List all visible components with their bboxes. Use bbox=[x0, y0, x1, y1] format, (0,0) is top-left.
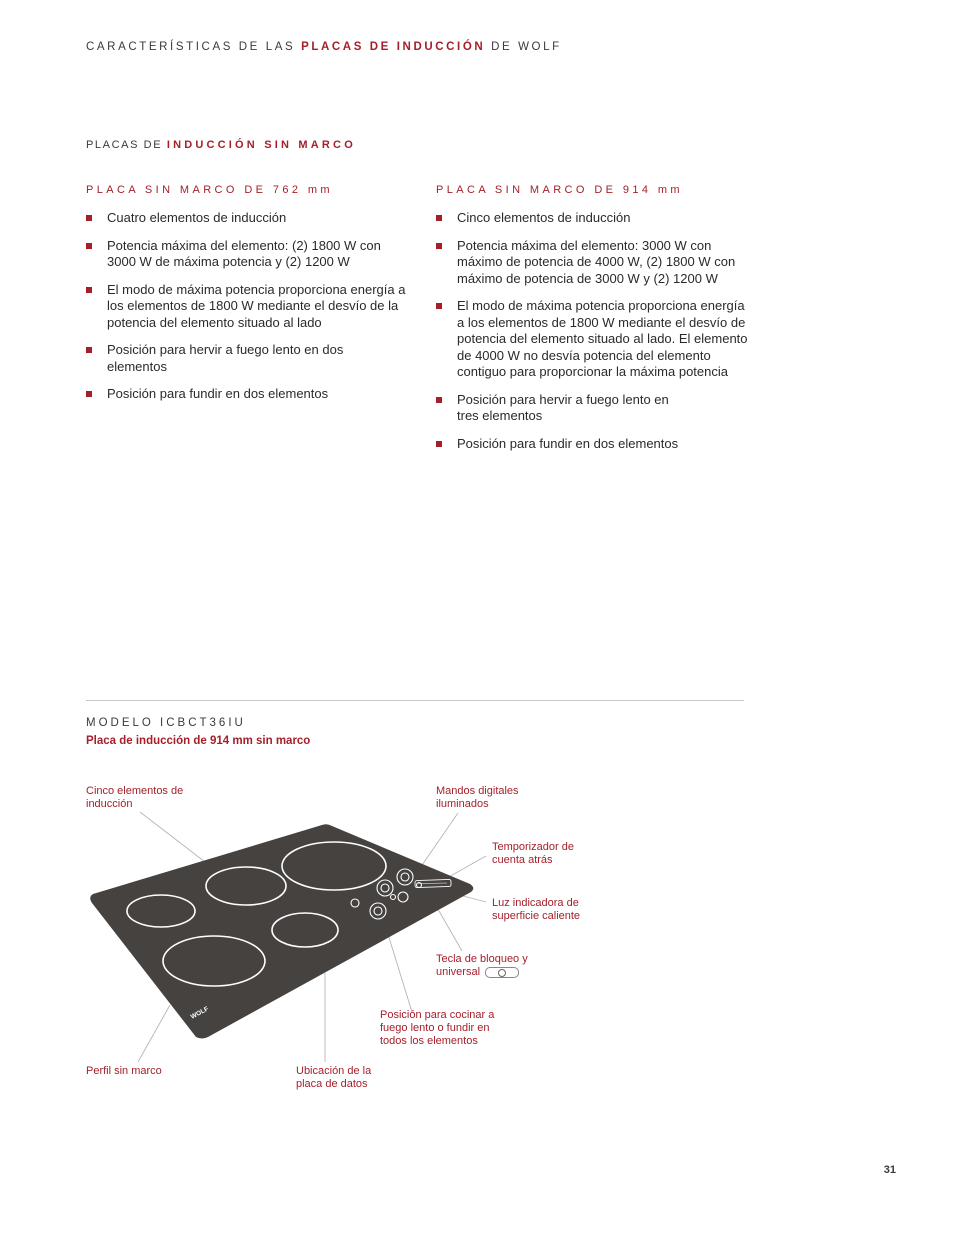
callout-five-elements: Cinco elementos de inducción bbox=[86, 785, 184, 810]
list-item: Posición para hervir a fuego lento en dos elementos bbox=[86, 342, 406, 375]
leader-line-timer bbox=[447, 856, 486, 878]
model-subtitle: Placa de inducción de 914 mm sin marco bbox=[86, 735, 311, 747]
list-item: Posición para fundir en dos elementos bbox=[86, 386, 406, 403]
leader-line-controls bbox=[420, 813, 458, 868]
callout-lock-key: Tecla de bloqueo y universal bbox=[436, 953, 528, 978]
right-column-title: PLACA SIN MARCO DE 914 mm bbox=[436, 184, 683, 196]
list-item: Cinco elementos de inducción bbox=[436, 210, 754, 227]
list-item: Potencia máxima del elemento: 3000 W con máximo de potencia de 4000 W, (2) 1800 W con máximo de potencia de 3000 W y (2) 1200 W bbox=[436, 238, 754, 288]
callout-frameless-profile: Perfil sin marco bbox=[86, 1065, 162, 1077]
header-suffix: DE WOLF bbox=[491, 41, 562, 53]
left-column-title: PLACA SIN MARCO DE 762 mm bbox=[86, 184, 333, 196]
section-title-prefix: PLACAS DE bbox=[86, 139, 163, 151]
model-label: MODELO ICBCT36IU bbox=[86, 717, 246, 729]
leader-line-profile bbox=[138, 1005, 170, 1062]
callout-digital-controls: Mandos digitales iluminados bbox=[436, 785, 519, 810]
header-highlight: PLACAS DE INDUCCIÓN bbox=[301, 41, 486, 53]
lock-key-icon bbox=[485, 967, 519, 978]
list-item: Potencia máxima del elemento: (2) 1800 W con 3000 W de máxima potencia y (2) 1200 W bbox=[86, 238, 406, 271]
cooktop-glass-surface bbox=[90, 824, 473, 1038]
callout-timer: Temporizador de cuenta atrás bbox=[492, 841, 574, 866]
list-item: Posición para hervir a fuego lento en tres elementos bbox=[436, 392, 754, 425]
list-item: El modo de máxima potencia proporciona energía a los elementos de 1800 W mediante el desvío de la potencia del elemento situado al lado bbox=[86, 282, 406, 332]
list-item: Cuatro elementos de inducción bbox=[86, 210, 406, 227]
callout-hot-surface: Luz indicadora de superficie caliente bbox=[492, 897, 581, 922]
header-prefix: CARACTERÍSTICAS DE LAS bbox=[86, 41, 296, 53]
callout-data-plate: Ubicación de la placa de datos bbox=[296, 1065, 372, 1090]
list-item: El modo de máxima potencia proporciona energía a los elementos de 1800 W mediante el desvío de potencia del elemento situado al lado. El elemento de 4000 W no desvía potencia del elemento contiguo para proporcionar la máxima potencia bbox=[436, 298, 754, 381]
page-number: 31 bbox=[883, 1164, 896, 1176]
section-title-highlight: INDUCCIÓN SIN MARCO bbox=[166, 139, 356, 151]
list-item: Posición para fundir en dos elementos bbox=[436, 436, 754, 453]
callout-simmer-melt: Posición para cocinar a fuego lento o fundir en todos los elementos bbox=[380, 1009, 495, 1047]
wolf-logo: WOLF bbox=[189, 1005, 210, 1021]
